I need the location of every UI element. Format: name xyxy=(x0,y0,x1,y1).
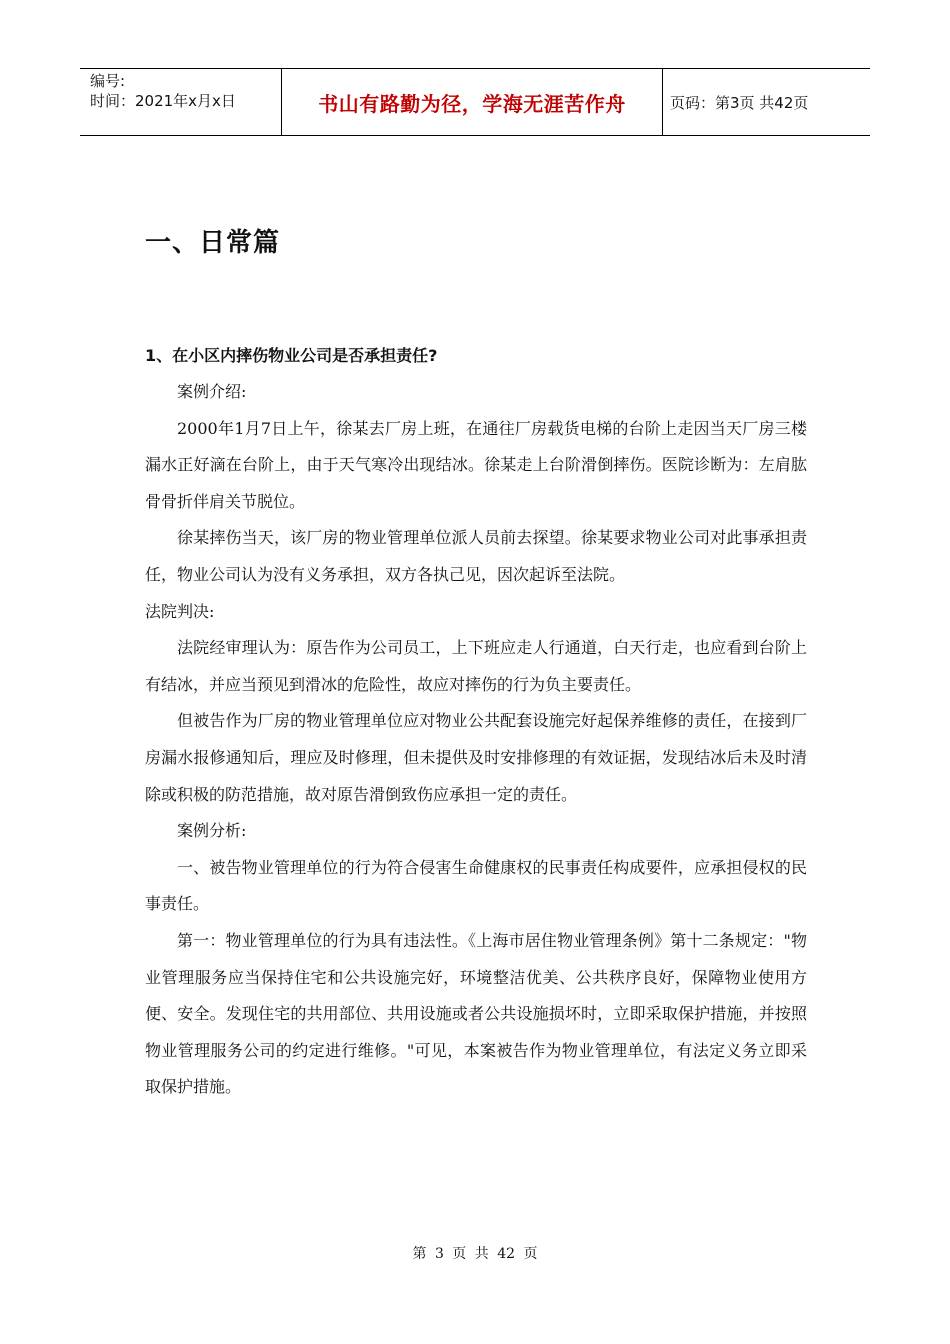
paragraph: 法院判决: xyxy=(145,601,215,621)
header-number-label: 编号: xyxy=(90,72,126,90)
paragraph: 案例分析: xyxy=(177,821,247,841)
header-motto: 书山有路勤为径，学海无涯苦作舟 xyxy=(281,69,663,135)
document-body xyxy=(145,338,807,1106)
page-footer: 第 3 页 共 42 页 xyxy=(412,1246,538,1262)
paragraph: 但被告作为厂房的物业管理单位应对物业公共配套设施完好起保养维修的责任，在接到厂房漏水报修通知后，理应及时修理，但未提供及时安排修理的有效证据，发现结冰后未及时清除或积极的防范措施，故对原告滑倒致伤应承担一定的责任。 xyxy=(145,711,807,804)
paragraph: 一、被告物业管理单位的行为符合侵害生命健康权的民事责任构成要件，应承担侵权的民事责任。 xyxy=(145,857,807,914)
section-title: 1、在小区内摔伤物业公司是否承担责任? xyxy=(145,346,438,365)
paragraph: 徐某摔伤当天，该厂房的物业管理单位派人员前去探望。徐某要求物业公司对此事承担责任，物业公司认为没有义务承担，双方各执己见，因次起诉至法院。 xyxy=(145,528,807,584)
paragraph-list xyxy=(145,374,807,1106)
paragraph: 第一：物业管理单位的行为具有违法性。《上海市居住物业管理条例》第十二条规定："物业管理服务应当保持住宅和公共设施完好，环境整洁优美、公共秩序良好，保障物业使用方便、安全。发现住宅的共用部位、共用设施或者公共设施损坏时，立即采取保护措施，并按照物业管理服务公司的约定进行维修。"可见，本案被告作为物业管理单位，有法定义务立即采取保护措施。 xyxy=(145,930,807,1097)
header-meta xyxy=(90,71,280,111)
paragraph: 案例介绍: xyxy=(177,382,247,401)
paragraph: 法院经审理认为：原告作为公司员工，上下班应走人行通道，白天行走，也应看到台阶上有结冰，并应当预见到滑冰的危险性，故应对摔伤的行为负主要责任。 xyxy=(145,638,807,694)
document-header xyxy=(80,68,870,136)
header-time-label: 时间：2021年x月x日 xyxy=(90,92,236,110)
paragraph: 2000年1月7日上午，徐某去厂房上班，在通往厂房载货电梯的台阶上走因当天厂房三楼漏水正好滴在台阶上，由于天气寒冷出现结冰。徐某走上台阶滑倒摔伤。医院诊断为：左肩肱骨骨折伴肩关节脱位。 xyxy=(145,418,807,511)
header-page-info: 页码：第3页 共42页 xyxy=(670,93,809,112)
chapter-heading: 一、日常篇 xyxy=(145,228,281,258)
